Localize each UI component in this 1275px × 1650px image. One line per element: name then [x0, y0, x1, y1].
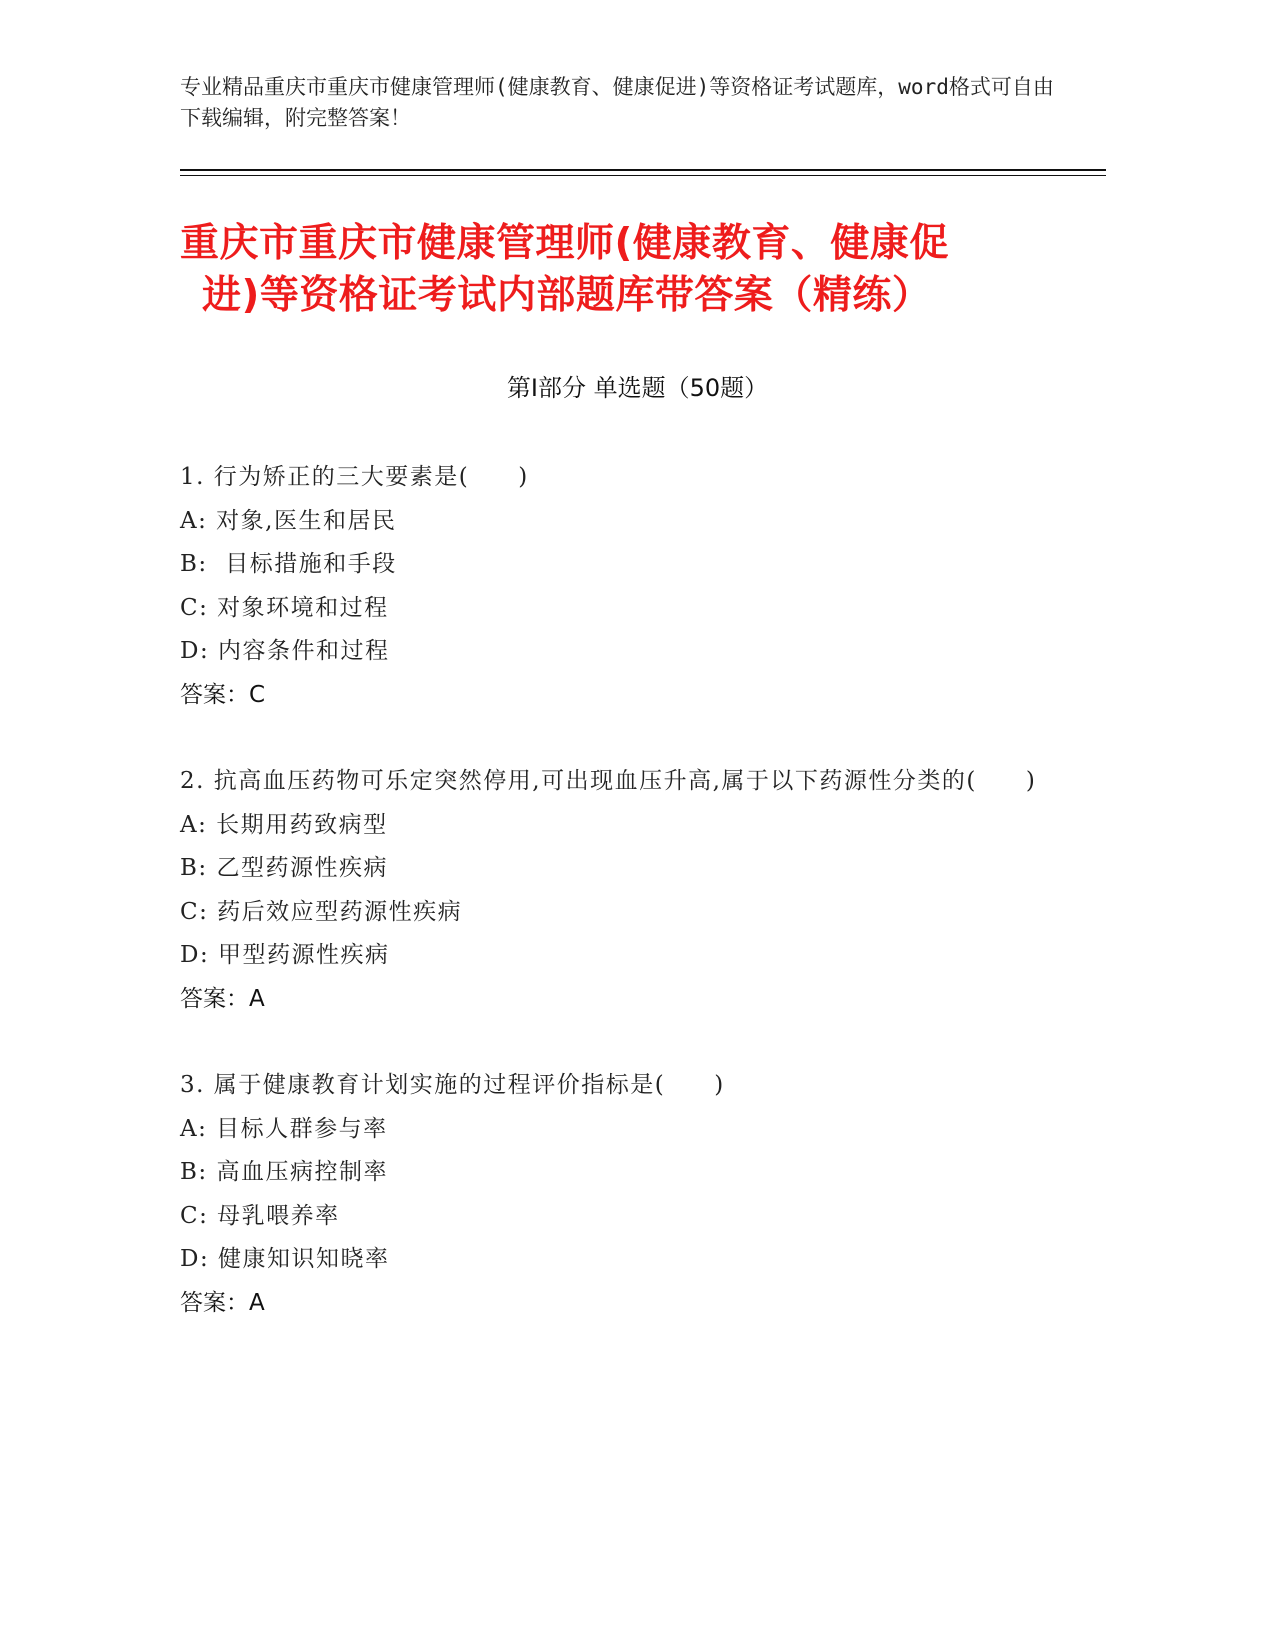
- header-divider-thin: [180, 175, 1106, 176]
- option-d: D: 内容条件和过程: [180, 638, 390, 664]
- question-2: [180, 760, 1060, 1021]
- question-list: [180, 456, 1060, 1368]
- section-heading: 第Ⅰ部分 单选题（50题）: [506, 374, 769, 402]
- header-divider-thick: [180, 169, 1106, 171]
- option-c: C: 药后效应型药源性疾病: [180, 898, 463, 925]
- option-c: C: 母乳喂养率: [180, 1202, 340, 1229]
- option-a: A: 目标人群参与率: [180, 1115, 388, 1142]
- option-d: D: 甲型药源性疾病: [180, 942, 390, 968]
- option-c: C: 对象环境和过程: [180, 594, 389, 621]
- document-title-line-2: 进)等资格证考试内部题库带答案（精练）: [202, 273, 932, 318]
- option-b: B: 高血压病控制率: [180, 1159, 388, 1185]
- option-d: D: 健康知识知晓率: [180, 1246, 390, 1272]
- answer: 答案：A: [180, 985, 265, 1012]
- question-stem: 3. 属于健康教育计划实施的过程评价指标是( ): [180, 1072, 725, 1098]
- answer: 答案：A: [180, 1289, 265, 1316]
- header-note: 专业精品重庆市重庆市健康管理师(健康教育、健康促进)等资格证考试题库，word格式可自由下载编辑，附完整答案！: [180, 75, 1054, 130]
- option-a: A: 对象,医生和居民: [180, 507, 397, 534]
- option-a: A: 长期用药致病型: [180, 811, 388, 838]
- option-b: B: 目标措施和手段: [180, 551, 397, 577]
- question-stem: 1. 行为矫正的三大要素是( ): [180, 464, 529, 490]
- option-b: B: 乙型药源性疾病: [180, 855, 388, 881]
- answer: 答案：C: [180, 681, 266, 708]
- question-stem: 2. 抗高血压药物可乐定突然停用,可出现血压升高,属于以下药源性分类的( ): [180, 768, 1037, 794]
- question-1: [180, 456, 1060, 717]
- document-title: [180, 218, 1080, 322]
- question-3: [180, 1064, 1060, 1325]
- document-title-line-1: 重庆市重庆市健康管理师(健康教育、健康促: [180, 221, 949, 266]
